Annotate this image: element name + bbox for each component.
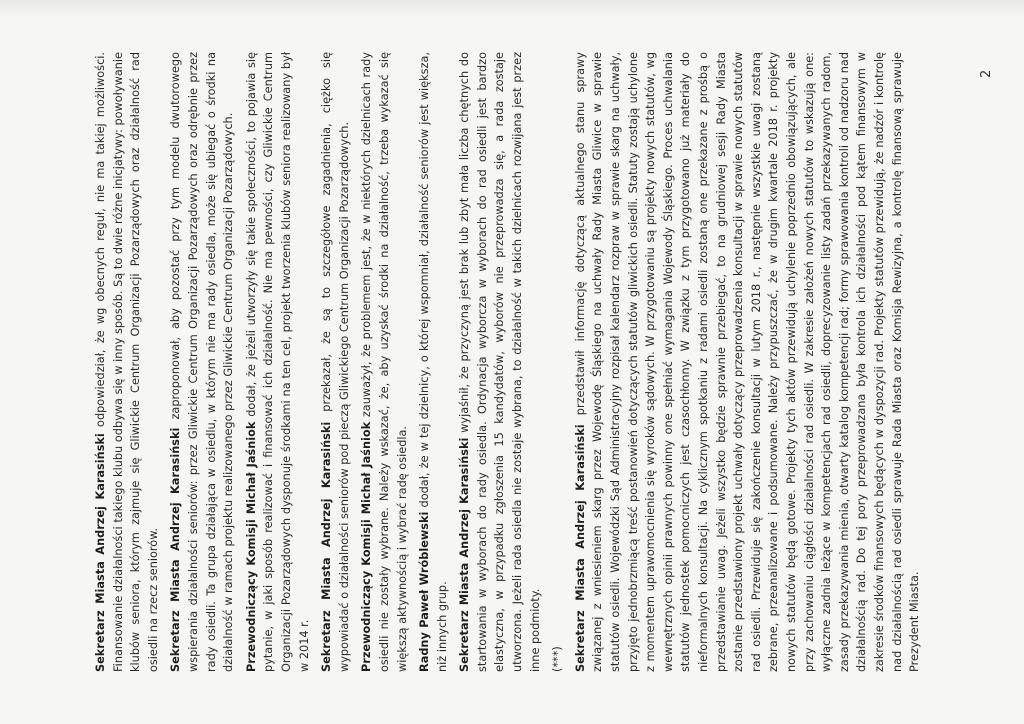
paragraph-3 <box>243 52 313 672</box>
paragraph-2 <box>167 52 237 672</box>
page-number: 2 <box>979 69 994 78</box>
paragraph-text: przekazał, że są to szczegółowe zagadnienia, ciężko się wypowiadać o działalności seniorów pod pieczą Gliwickiego Centrum Organizacji Pozarządowych. <box>320 51 351 672</box>
speaker-name: Radny Paweł Wróblewski <box>418 511 432 672</box>
rotated-text-block <box>92 52 929 672</box>
paragraph-9 <box>572 52 924 672</box>
paragraph-text: przedstawił informację dotyczącą aktualnego stanu sprawy związanej z wniesieniem skarg przez Wojewodę Śląskiego na uchwały Rady Miasta Gliwice w sprawie statutów osiedli. Wojewódzki Sąd Administracyjny rozpisał kalendarz rozpraw w sprawie skarg na uchwały, przyjęto jednobrzmiącą treść postanowień dotyczących statutów gliwickich osiedli. Statuty zostają uchylone z momentem uprawomocnienia się wyroków sądowych. W przygotowaniu są projekty nowych statutów, wg wewnętrznych opinii prawnych powinny one spełniać wymagania Wojewody Śląskiego. Proces uchwalania statutów jednostek pomocniczych jest czasochłonny. W związku z tym przygotowano już materiały do nieformalnych konsultacji. Na cyklicznym spotkaniu z radami osiedli zostaną one przekazane z prośbą o przedstawianie uwag. Jeżeli wszystko będzie sprawnie przebiegać, to na grudniowej sesji Rady Miasta zostanie przedstawiony projekt uchwały dotyczący przeprowadzenia konsultacji w sprawie nowych statutów rad osiedli. Przewiduje się zakończenie konsultacji w lutym 2018 r., następnie wszystkie uwagi zostaną zebrane, przeanalizowane i podsumowane. Należy przypuszczać, że w drugim kwartale 2018 r. projekty nowych statutów będą gotowe. Projekty tych aktów przewidują uchylenie poprzednio obowiązujących, ale przy zachowaniu ciągłości działalności rad osiedli. W zakresie założeń nowych statutów to wskazują one: wyłączne zadnia leżące w kompetencjach rad osiedli, doprecyzowanie listy zadań przekazywanych radom, zasady przekazywania mienia, otwarty katalog kompetencji rad; formy sprawowania kontroli od nadzoru nad działalnością rad. Do tej pory przeprowadzana była kontrola ich działalności pod kątem finansowym w zakresie środków finansowych będących w dyspozycji rad. Projekty statutów przewidują, że nadzór i kontrolę nad działalnością rad osiedli sprawuje Rada Miasta oraz Komisja Rewizyjna, a kontrolę finansową sprawuje Prezydent Miasta. <box>573 52 922 672</box>
speaker-name: Sekretarz Miasta Andrzej Karasiński <box>320 421 334 672</box>
section-separator <box>549 52 567 672</box>
separator-text: (***) <box>551 646 565 672</box>
paragraph-text: wyjaśnił, że przyczyną jest brak lub zbyt mała liczba chętnych do startowania w wyborach do rady osiedla. Ordynacja wyborcza w wyborach do rad osiedli jest bardzo elastyczna, w przypadku zgłoszenia 15 kandydatów, wyborów nie przeprowadza się, a rada zostaje utworzona. Jeżeli rada osiedla nie zostaje wybrana, to działalność w takich dzielnicach rozwijana jest przez inne podmioty. <box>458 51 542 672</box>
paragraph-6 <box>416 52 451 672</box>
paragraph-1 <box>92 52 162 672</box>
paragraph-5 <box>358 52 411 672</box>
speaker-name: Sekretarz Miasta Andrzej Karasiński <box>94 433 107 672</box>
paragraph-4 <box>318 52 353 672</box>
paragraph-text: dodał, że w tej dzielnicy, o której wspomniał, działalność seniorów jest większa, niż innych grup. <box>418 52 449 672</box>
speaker-name: Przewodniczący Komisji Michał Jaśniok <box>244 421 258 672</box>
paragraph-text: zaproponował, aby pozostać przy tym modelu dwutorowego wspierania działalności seniorów: przez Gliwickie Centrum Organizacji Pozarządowych oraz odrębnie przez rady osiedli. Ta grupa działająca w osiedlu, w którym nie ma rady osiedla, może się ubiegać o środki na działalność w ramach projektu realizowanego przez Gliwickie Centrum Organizacji Pozarządowych. <box>169 52 236 672</box>
paragraph-text: zauważył, że problemem jest, że w niektórych dzielnicach rady osiedli nie zostały wybrane. Należy wskazać, że, aby uzyskać środki na działalność, trzeba wykazać się większą aktywnością i wybrać radę osiedla. <box>360 52 409 672</box>
speaker-name: Sekretarz Miasta Andrzej Karasiński <box>573 424 587 672</box>
paragraph-7 <box>456 52 544 672</box>
scan-edge <box>0 0 1024 18</box>
paragraph-text: dodał, że jeżeli utworzyły się takie społeczności, to pojawia się pytanie, w jaki sposób realizować i finansować ich działalność. Nie ma pewności, czy Gliwickie Centrum Organizacji Pozarządowych dysponuje środkami na ten cel, projekt tworzenia klubów seniora realizowany był w 2014 r. <box>244 51 311 672</box>
paragraph-text: odpowiedział, że wg obecnych reguł, nie ma takiej możliwości. Finansowanie działalności takiego klubu odbywa się w inny sposób. Są to dwie różne inicjatywy: powoływanie klubów seniora, którym zajmuje się Gliwickie Centrum Organizacji Pozarządowych oraz działalność rad osiedli na rzecz seniorów. <box>94 51 160 672</box>
speaker-name: Przewodniczący Komisji Michał Jaśniok <box>360 421 374 672</box>
speaker-name: Sekretarz Miasta Andrzej Karasiński <box>169 427 183 672</box>
speaker-name: Sekretarz Miasta Andrzej Karasiński <box>458 437 472 672</box>
